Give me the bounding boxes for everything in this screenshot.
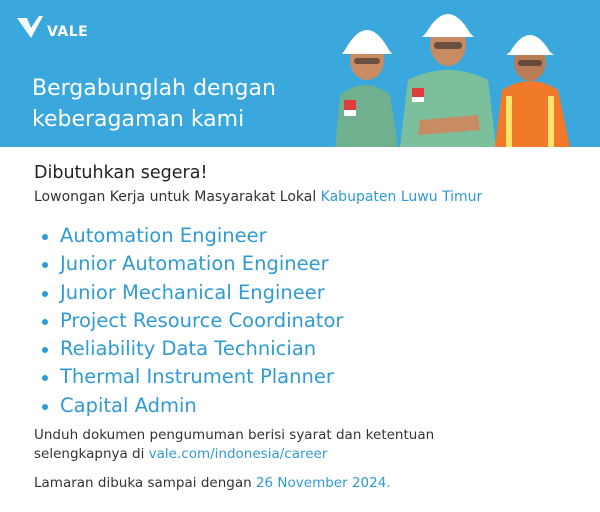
job-item: Project Resource Coordinator bbox=[34, 307, 579, 335]
section-title: Dibutuhkan segera! bbox=[34, 163, 208, 183]
job-item: Automation Engineer bbox=[34, 222, 579, 250]
application-deadline bbox=[34, 473, 391, 493]
brand-name: VALE bbox=[47, 24, 89, 40]
bullet-icon bbox=[42, 262, 48, 268]
headline bbox=[32, 73, 332, 135]
job-section bbox=[34, 162, 579, 420]
career-link[interactable]: vale.com/indonesia/career bbox=[148, 446, 328, 462]
bullet-icon bbox=[42, 291, 48, 297]
job-item: Capital Admin bbox=[34, 392, 579, 420]
job-item: Junior Mechanical Engineer bbox=[34, 279, 579, 307]
worker-left bbox=[335, 30, 398, 147]
vale-v-icon bbox=[17, 14, 45, 42]
workers-photo bbox=[330, 0, 600, 147]
bullet-icon bbox=[42, 347, 48, 353]
worker-right bbox=[495, 35, 570, 147]
bullet-icon bbox=[42, 234, 48, 240]
bullet-icon bbox=[42, 375, 48, 381]
bullet-icon bbox=[42, 319, 48, 325]
job-item: Reliability Data Technician bbox=[34, 335, 579, 363]
note-line-1: Unduh dokumen pengumuman berisi syarat dan ketentuan bbox=[34, 427, 435, 443]
deadline-prefix: Lamaran dibuka sampai dengan bbox=[34, 475, 252, 491]
vale-logo bbox=[17, 14, 117, 48]
job-item: Junior Automation Engineer bbox=[34, 250, 579, 278]
headline-line-2: keberagaman kami bbox=[32, 107, 245, 132]
header-banner bbox=[0, 0, 600, 147]
job-item: Thermal Instrument Planner bbox=[34, 363, 579, 391]
section-subtitle bbox=[34, 187, 579, 207]
download-note bbox=[34, 426, 574, 464]
subtitle-location: Kabupaten Luwu Timur bbox=[320, 189, 483, 205]
subtitle-prefix: Lowongan Kerja untuk Masyarakat Lokal bbox=[34, 189, 317, 205]
headline-line-1: Bergabunglah dengan bbox=[32, 76, 276, 101]
note-line-2 bbox=[34, 445, 574, 464]
deadline-date: 26 November 2024. bbox=[255, 475, 391, 491]
note-prefix: selengkapnya di bbox=[34, 446, 145, 462]
worker-center bbox=[400, 14, 496, 147]
job-list bbox=[34, 222, 579, 420]
bullet-icon bbox=[42, 404, 48, 410]
